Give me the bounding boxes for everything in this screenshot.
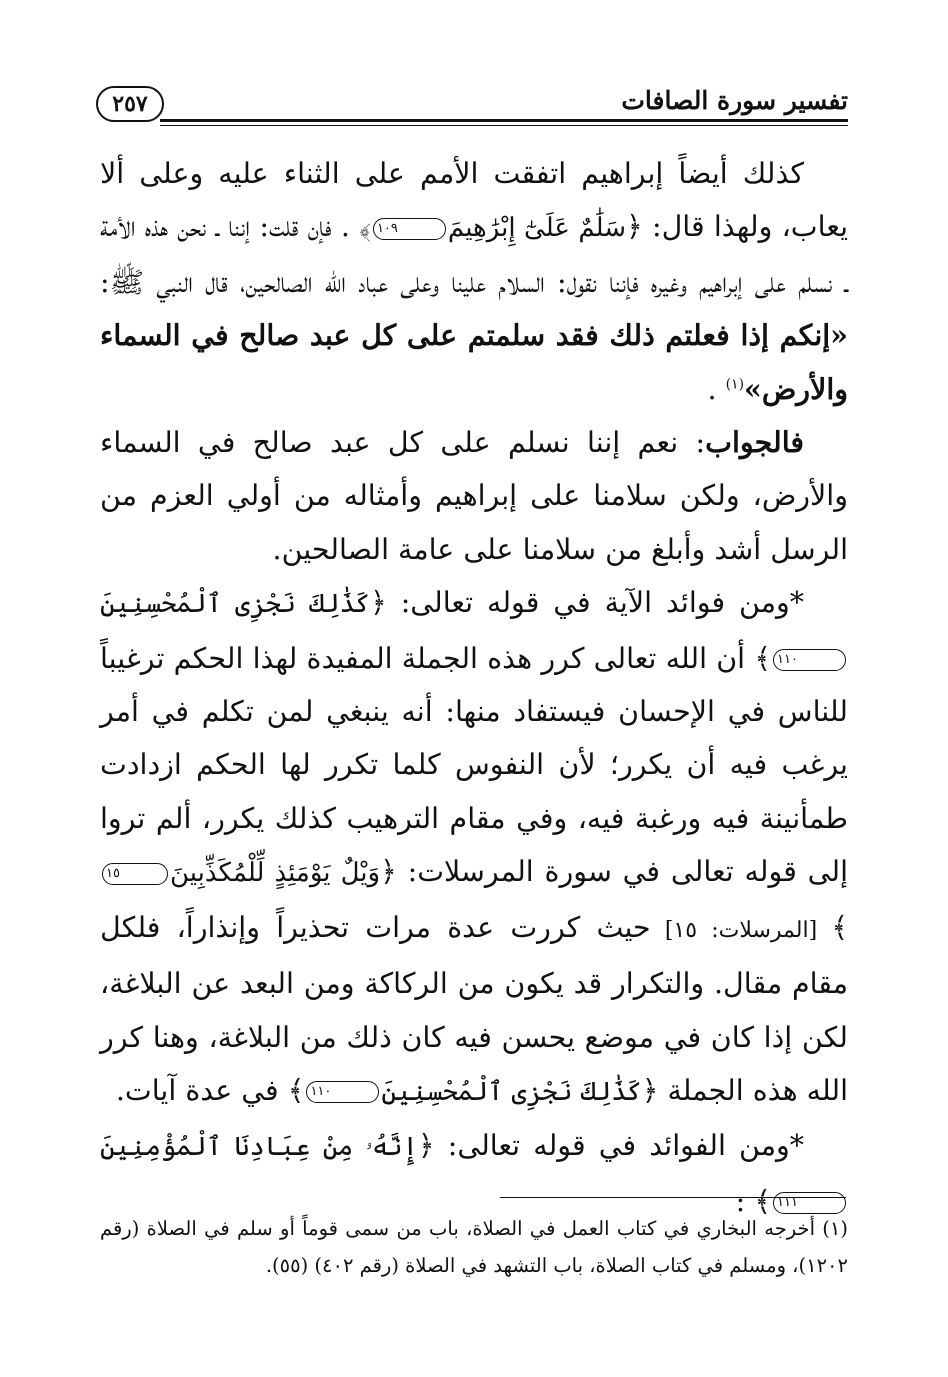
verse-number-marker: ١٥ bbox=[102, 863, 168, 885]
answer-lead: فالجواب bbox=[705, 425, 804, 460]
running-title: تفسير سورة الصافات bbox=[621, 86, 848, 115]
page-number-badge: ٢٥٧ bbox=[96, 86, 164, 122]
quran-verse: كَذَٰلِكَ نَجْزِى ٱلْمُحْسِنِينَ bbox=[381, 1076, 642, 1107]
text-run: : نعم إننا نسلم على كل عبد صالح في السماء والأرض، ولكن سلامنا على إبراهيم وأمثاله من أولي العزم من الرسل أشد وأبلغ من سلامنا على عامة الصالحين. bbox=[100, 426, 848, 566]
quran-bracket-close: ﴾ bbox=[754, 1184, 772, 1218]
hadith-quote: «إنكم إذا فعلتم ذلك فقد سلمتم على كل عبد صالح في السماء والأرض» bbox=[100, 318, 848, 406]
paragraph-2 bbox=[100, 416, 848, 576]
text-run: : bbox=[735, 1184, 755, 1218]
header-rule-thin bbox=[160, 125, 848, 126]
quran-verse: إِنَّهُۥ مِنْ عِبَادِنَا ٱلْمُؤْمِنِينَ bbox=[100, 1132, 418, 1163]
footnote-reference: (١) bbox=[725, 376, 745, 393]
verse-number-marker: ١٠٩ bbox=[373, 218, 446, 240]
text-run: كذلك أيضاً إبراهيم اتفقت الأمم على الثناء عليه وعلى ألا يعاب، ولهذا قال: bbox=[100, 157, 848, 244]
quran-bracket-close: ﴾ bbox=[831, 910, 849, 944]
surah-reference: [المرسلات: ١٥] bbox=[650, 917, 832, 943]
verse-number-marker: ١١١ bbox=[773, 1192, 846, 1214]
main-text bbox=[100, 147, 848, 1228]
quran-verse: وَيْلٌ يَوْمَئِذٍ لِّلْمُكَذِّبِينَ bbox=[169, 858, 381, 889]
text-run: . فإن قلت: إننا ـ نحن هذه الأمة ـ نسلم على إبراهيم وغيره فإننا نقول: السلام علينا وعلى عباد الله الصالحين، قال النبي ﷺ: bbox=[100, 210, 848, 299]
footnote-marker: (١) bbox=[822, 1217, 848, 1240]
verse-number-marker: ١١٠ bbox=[306, 1081, 379, 1103]
text-run: حيث كررت عدة مرات تحذيراً وإنذاراً، فلكل مقام مقال. والتكرار قد يكون من الركاكة ومن البعد عن البلاغة، لكن إذا كان في موضع يحسن فيه كان ذلك من البلاغة، وهنا كرر الله هذه الجملة bbox=[100, 910, 848, 1107]
footnote-text: أخرجه البخاري في كتاب العمل في الصلاة، باب من سمى قوماً أو سلم في الصلاة (رقم ١٢٠٢)، ومسلم في كتاب الصلاة، باب التشهد في الصلاة (رقم ٤٠٢) (٥٥). bbox=[100, 1217, 848, 1277]
footnotes bbox=[100, 1210, 848, 1284]
quran-bracket-close: ﴾ bbox=[287, 1073, 305, 1107]
quran-bracket-open: ﴿ bbox=[626, 210, 643, 244]
text-run: أن الله تعالى كرر هذه الجملة المفيدة لهذا الحكم ترغيباً للناس في الإحسان فيستفاد منها: أنه ينبغي لمن تكلم في أمر يرغب فيه أن يكرر؛ لأن النفوس كلما تكرر لها الحكم ازدادت طمأنينة فيه ورغبة فيه، وفي مقام الترهيب كذلك يكرر، ألم تروا إلى قوله تعالى في سورة المرسلات: bbox=[100, 641, 849, 889]
text-run: *ومن فوائد الآية في قوله تعالى: bbox=[386, 586, 804, 620]
quran-bracket-open: ﴿ bbox=[417, 1129, 435, 1163]
footnote-1 bbox=[100, 1210, 848, 1284]
paragraph-1 bbox=[100, 147, 848, 416]
verse-number-marker: ١١٠ bbox=[773, 649, 846, 671]
text-run: في عدة آيات. bbox=[115, 1073, 288, 1107]
quran-bracket-open: ﴿ bbox=[641, 1073, 659, 1107]
text-run: *ومن الفوائد في قوله تعالى: bbox=[434, 1129, 805, 1163]
quran-bracket-open: ﴿ bbox=[370, 586, 387, 620]
quran-verse: كَذَٰلِكَ نَجْزِى ٱلْمُحْسِنِينَ bbox=[100, 589, 371, 620]
footnote-separator bbox=[500, 1197, 846, 1198]
quran-bracket-open: ﴿ bbox=[380, 855, 397, 889]
text-run: . bbox=[707, 372, 726, 406]
page-header bbox=[96, 80, 848, 130]
quran-bracket-close: ﴾ bbox=[754, 641, 772, 675]
quran-verse: سَلَٰمٌ عَلَىٰٓ إِبْرَٰهِيمَ bbox=[447, 213, 627, 244]
header-rule-thick bbox=[160, 119, 848, 122]
paragraph-3 bbox=[100, 576, 848, 1119]
quran-bracket-close: ﴾ bbox=[359, 210, 371, 244]
